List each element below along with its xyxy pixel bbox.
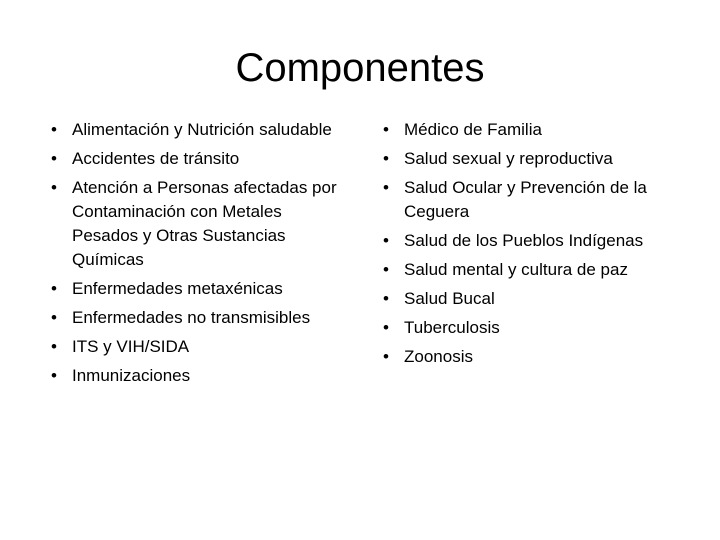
list-item-text: Alimentación y Nutrición saludable [72, 120, 332, 139]
list-item [48, 306, 348, 330]
bullet-icon: • [383, 260, 389, 279]
bullet-icon: • [51, 279, 57, 298]
list-item [48, 277, 348, 301]
list-item [380, 258, 680, 282]
list-item [380, 229, 680, 253]
list-item-text: Tuberculosis [404, 318, 500, 337]
list-item [380, 176, 680, 224]
list-item-text: Salud mental y cultura de paz [404, 260, 628, 279]
list-item [380, 147, 680, 171]
list-item-text: Enfermedades no transmisibles [72, 308, 311, 327]
list-item-text: Salud Bucal [404, 289, 495, 308]
list-item-text: Zoonosis [404, 347, 473, 366]
list-item-text: Inmunizaciones [72, 366, 191, 385]
list-item [380, 118, 680, 142]
list-item [380, 345, 680, 369]
list-item [48, 364, 348, 388]
bullet-icon: • [51, 149, 57, 168]
bullet-icon: • [383, 289, 389, 308]
bullet-icon: • [383, 178, 389, 197]
list-item [48, 176, 348, 272]
slide-title: Componentes [235, 46, 485, 90]
right-bullet-list [380, 118, 680, 374]
bullet-icon: • [51, 337, 57, 356]
list-item-text: ITS y VIH/SIDA [72, 337, 190, 356]
list-item-text: Salud de los Pueblos Indígenas [404, 231, 644, 250]
bullet-icon: • [51, 178, 57, 197]
bullet-icon: • [51, 120, 57, 139]
bullet-icon: • [383, 318, 389, 337]
bullet-icon: • [51, 308, 57, 327]
list-item [380, 316, 680, 340]
list-item [48, 147, 348, 171]
bullet-icon: • [383, 231, 389, 250]
list-item [48, 118, 348, 142]
list-item-text: Salud sexual y reproductiva [404, 149, 613, 168]
list-item-text: Accidentes de tránsito [72, 149, 240, 168]
bullet-icon: • [383, 149, 389, 168]
list-item-text: Atención a Personas afectadas por Contaminación con Metales Pesados y Otras Sustancias Químicas [72, 178, 337, 269]
bullet-icon: • [383, 120, 389, 139]
bullet-icon: • [383, 347, 389, 366]
left-bullet-list [48, 118, 348, 393]
bullet-icon: • [51, 366, 57, 385]
list-item-text: Enfermedades metaxénicas [72, 279, 283, 298]
list-item [380, 287, 680, 311]
list-item-text: Médico de Familia [404, 120, 542, 139]
list-item-text: Salud Ocular y Prevención de la Ceguera [404, 178, 647, 221]
list-item [48, 335, 348, 359]
